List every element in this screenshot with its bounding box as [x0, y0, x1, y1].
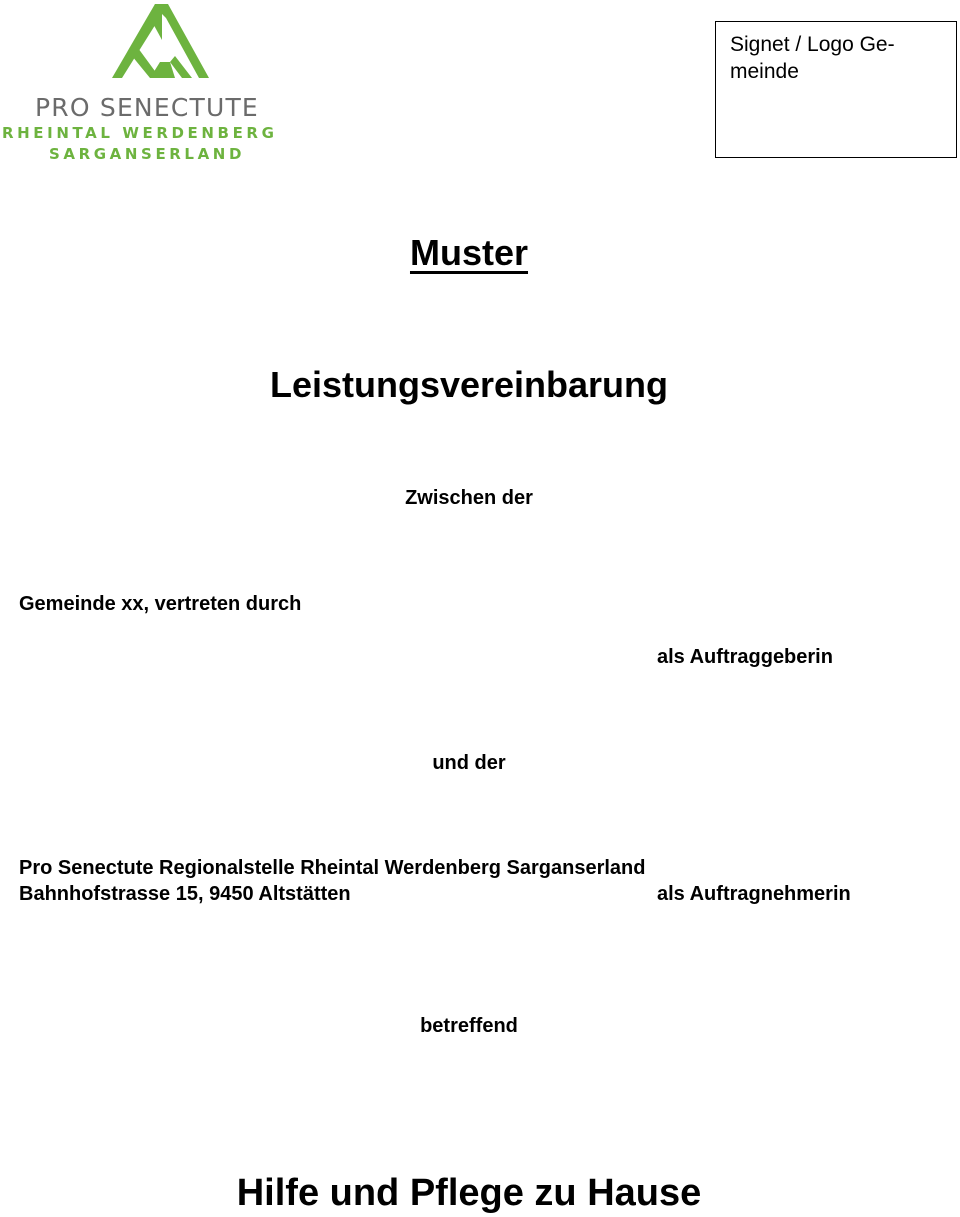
- party2-address: Bahnhofstrasse 15, 9450 Altstätten: [19, 883, 351, 905]
- signet-placeholder-box: [715, 21, 957, 158]
- signet-placeholder-text: Signet / Logo Ge- meinde: [730, 33, 895, 83]
- logo-line-2: RHEINTAL WERDENBERG: [2, 124, 278, 142]
- concerning-label: betreffend: [420, 1015, 518, 1037]
- logo-line-1: PRO SENECTUTE: [35, 93, 259, 122]
- between-label: Zwischen der: [405, 487, 533, 509]
- party1-role: als Auftraggeberin: [657, 646, 833, 668]
- party1-name: Gemeinde xx, vertreten durch: [19, 593, 302, 615]
- party2-name: Pro Senectute Regionalstelle Rheintal Werdenberg Sarganserland: [19, 857, 646, 879]
- logo-line-3: SARGANSERLAND: [49, 145, 246, 163]
- tree-arrows-icon: [0, 0, 320, 95]
- document-heading: Muster: [409, 232, 529, 273]
- party2-role: als Auftragnehmerin: [657, 883, 851, 905]
- pro-senectute-logo: [0, 0, 320, 170]
- document-title: Leistungsvereinbarung: [269, 364, 669, 405]
- agreement-subject: Hilfe und Pflege zu Hause: [236, 1172, 702, 1214]
- and-label: und der: [432, 752, 506, 774]
